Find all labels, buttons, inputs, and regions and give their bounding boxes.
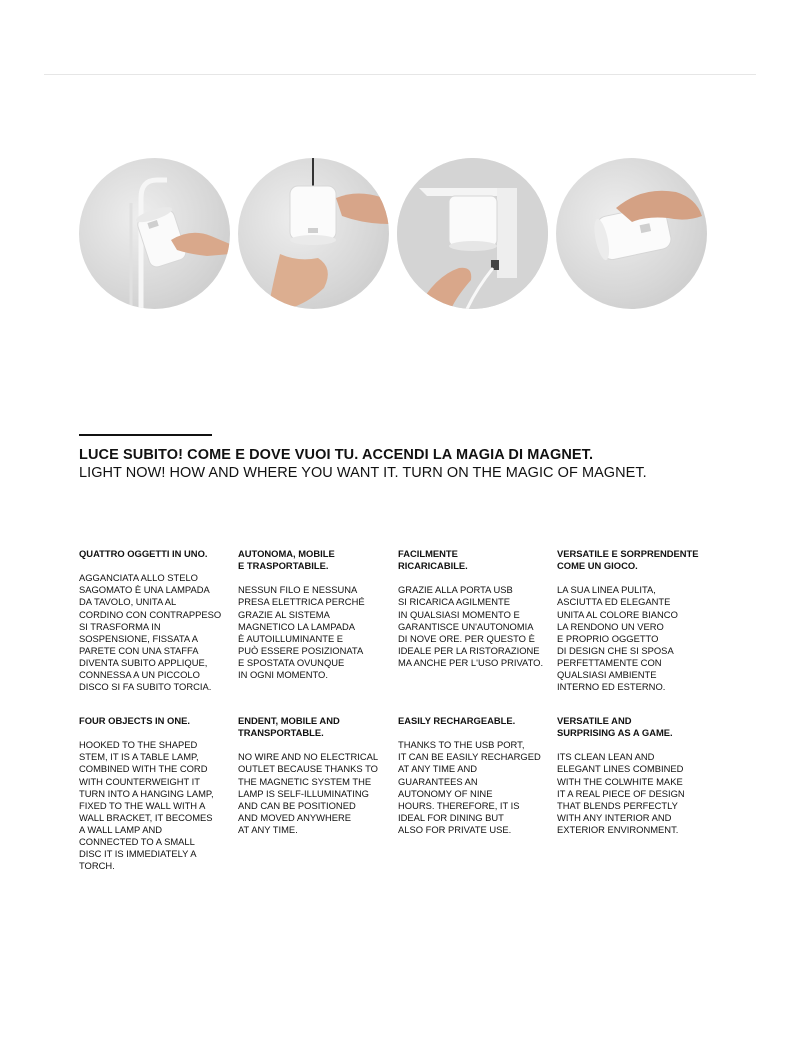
feature-column-en-4 — [557, 703, 715, 848]
feature-body: THANKS TO THE USB PORT, IT CAN BE EASILY RECHARGED AT ANY TIME AND GUARANTEES AN AUTONOMY OF NINE HOURS. THEREFORE, IT IS IDEAL FOR DINING BUT ALSO FOR PRIVATE USE. — [398, 739, 541, 835]
feature-body: HOOKED TO THE SHAPED STEM, IT IS A TABLE LAMP, COMBINED WITH THE CORD WITH COUNTERWEIGHT IT TURN INTO A HANGING LAMP, FIXED TO THE WALL WITH A WALL BRACKET, IT BECOMES A WALL LAMP AND CONNECTED TO A SMALL DISC IT IS IMMEDIATELY A TORCH. — [79, 739, 214, 872]
feature-title: FACILMENTE RICARICABILE. — [398, 548, 468, 572]
section-divider — [79, 434, 212, 436]
hanging-lamp-illustration — [238, 158, 389, 309]
wall-lamp-illustration — [397, 158, 548, 309]
feature-column-it-3 — [398, 536, 556, 681]
feature-body: GRAZIE ALLA PORTA USB SI RICARICA AGILMENTE IN QUALSIASI MOMENTO E GARANTISCE UN'AUTONOMIA DI NOVE ORE. PER QUESTO È IDEALE PER LA RISTORAZIONE MA ANCHE PER L'USO PRIVATO. — [398, 584, 544, 668]
feature-body: NESSUN FILO E NESSUNA PRESA ELETTRICA PERCHÉ GRAZIE AL SISTEMA MAGNETICO LA LAMPADA È AUTOILLUMINANTE E PUÒ ESSERE POSIZIONATA E SPOSTATA OVUNQUE IN OGNI MOMENTO. — [238, 584, 365, 681]
feature-body: LA SUA LINEA PULITA, ASCIUTTA ED ELEGANTE UNITA AL COLORE BIANCO LA RENDONO UN VERO E PROPRIO OGGETTO DI DESIGN CHE SI SPOSA PERFETTAMENTE CON QUALSIASI AMBIENTE INTERNO ED ESTERNO. — [557, 584, 678, 693]
feature-column-it-2 — [238, 536, 396, 693]
feature-column-en-2 — [238, 703, 396, 848]
feature-title: ENDENT, MOBILE AND TRANSPORTABLE. — [238, 715, 340, 739]
headline-english: LIGHT NOW! HOW AND WHERE YOU WANT IT. TURN ON THE MAGIC OF MAGNET. — [79, 465, 647, 481]
feature-column-en-1 — [79, 703, 237, 884]
feature-title: EASILY RECHARGEABLE. — [398, 715, 516, 727]
feature-body: ITS CLEAN LEAN AND ELEGANT LINES COMBINED WITH THE COLWHITE MAKE IT A REAL PIECE OF DESIGN THAT BLENDS PERFECTLY WITH ANY INTERIOR AND EXTERIOR ENVIRONMENT. — [557, 751, 685, 835]
headline-italian: LUCE SUBITO! COME E DOVE VUOI TU. ACCENDI LA MAGIA DI MAGNET. — [79, 447, 594, 463]
photo-torch — [556, 158, 707, 309]
table-lamp-illustration — [79, 158, 230, 309]
feature-title: VERSATILE AND SURPRISING AS A GAME. — [557, 715, 673, 739]
feature-title: VERSATILE E SORPRENDENTE COME UN GIOCO. — [557, 548, 699, 572]
photo-wall-lamp-charging — [397, 158, 548, 309]
feature-body: AGGANCIATA ALLO STELO SAGOMATO È UNA LAMPADA DA TAVOLO, UNITA AL CORDINO CON CONTRAPPESO SI TRASFORMA IN SOSPENSIONE, FISSATA A PARETE CON UNA STAFFA DIVENTA SUBITO APPLIQUE, CONNESSA A UN PICCOLO DISCO SI FA SUBITO TORCIA. — [79, 572, 222, 693]
photo-hanging-lamp — [238, 158, 389, 309]
feature-column-it-1 — [79, 536, 237, 705]
feature-column-it-4 — [557, 536, 715, 705]
photo-table-lamp — [79, 158, 230, 309]
torch-illustration — [556, 158, 707, 309]
feature-body: NO WIRE AND NO ELECTRICAL OUTLET BECAUSE THANKS TO THE MAGNETIC SYSTEM THE LAMP IS SELF-ILLUMINATING AND CAN BE POSITIONED AND MOVED ANYWHERE AT ANY TIME. — [238, 751, 379, 835]
feature-title: AUTONOMA, MOBILE E TRASPORTABILE. — [238, 548, 335, 572]
top-divider — [44, 74, 756, 75]
feature-title: FOUR OBJECTS IN ONE. — [79, 715, 190, 727]
feature-title: QUATTRO OGGETTI IN UNO. — [79, 548, 208, 560]
feature-column-en-3 — [398, 703, 556, 848]
